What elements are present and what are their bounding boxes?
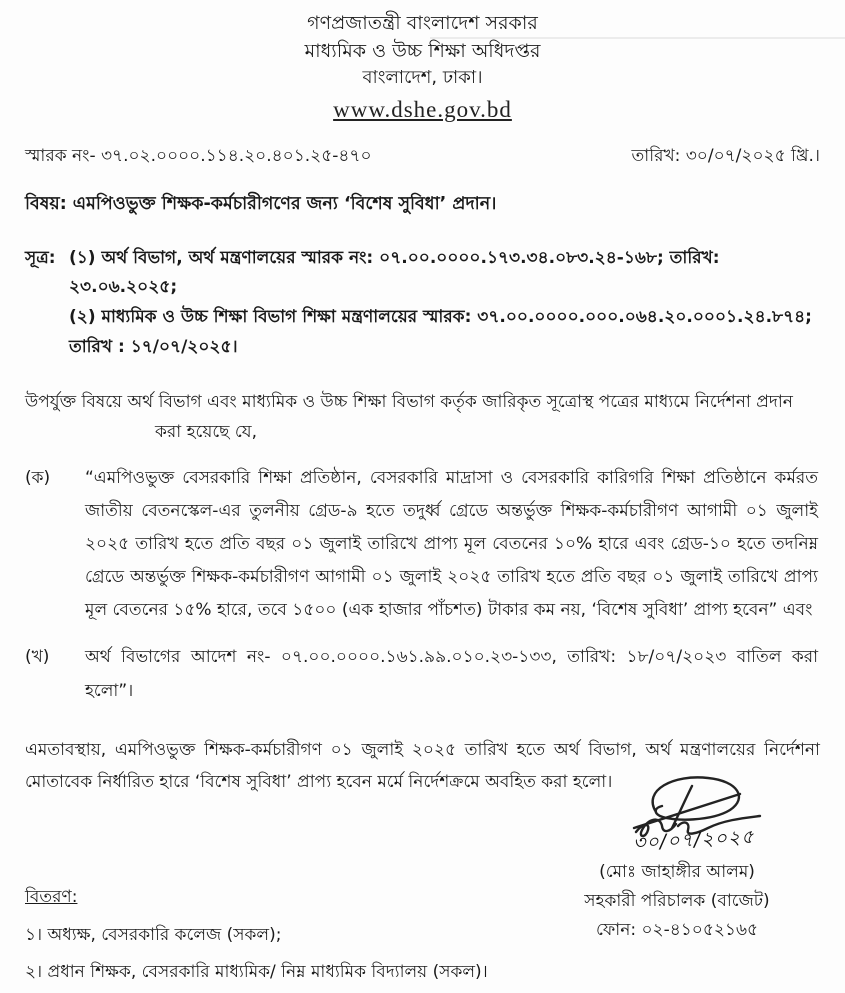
directorate-name: মাধ্যমিক ও উচ্চ শিক্ষা অধিদপ্তর: [304, 39, 541, 62]
signature-area: [547, 772, 807, 856]
signatory-designation: সহকারী পরিচালক (বাজেট): [584, 890, 770, 911]
references-label: সূত্র:: [25, 247, 56, 268]
reference-item: (২) মাধ্যমিক ও উচ্চ শিক্ষা বিভাগ শিক্ষা মন্ত্রণালয়ের স্মারক: ৩৭.০০.০০০০.০০০.০৬৪.২০.০০০১.২৪.৮৭৪; তারিখ : ১৭/০৭/২০২৫।: [69, 307, 812, 357]
closing-paragraph: এমতাবস্থায়, এমপিওভুক্ত শিক্ষক-কর্মচারীগণ ০১ জুলাই ২০২৫ তারিখ হতে অর্থ বিভাগ, অর্থ মন্ত্রণালয়ের নির্দেশনা মোতাবেক নির্ধারিত হারে ‘বিশেষ সুবিধা’ প্রাপ্য হবেন মর্মে নির্দেশক্রমে অবহিত করা হলো।: [25, 739, 820, 792]
subject-line: বিষয়: এমপিওভুক্ত শিক্ষক-কর্মচারীগণের জন্য ‘বিশেষ সুবিধা’ প্রদান।: [25, 193, 497, 214]
references-items: [69, 244, 820, 363]
clause-ka: [25, 462, 820, 628]
scan-artifact-line: [430, 37, 845, 39]
clause-kha-label: (খ): [25, 647, 50, 668]
office-location: বাংলাদেশ, ঢাকা।: [362, 67, 483, 89]
memo-number: স্মারক নং- ৩৭.০২.০০০০.১১৪.২০.৪০১.২৫-৪৭০: [25, 145, 372, 166]
government-name: গণপ্রজাতন্ত্রী বাংলাদেশ সরকার: [307, 12, 538, 34]
signature-block: [547, 772, 807, 945]
website-url: www.dshe.gov.bd: [333, 97, 512, 123]
clause-ka-text: “এমপিওভুক্ত বেসরকারি শিক্ষা প্রতিষ্ঠান, বেসরকারি মাদ্রাসা ও বেসরকারি কারিগরি শিক্ষা প্রতিষ্ঠানে কর্মরত জাতীয় বেতনস্কেল-এর তুলনীয় গ্রেড-৯ হতে তদুর্ধ্ব গ্রেডে অন্তর্ভুক্ত শিক্ষক-কর্মচারীগণ আগামী ০১ জুলাই ২০২৫ তারিখ হতে প্রতি বছর ০১ জুলাই তারিখে প্রাপ্য মূল বেতনের ১০% হারে এবং গ্রেড-১০ হতে তদনিম্ন গ্রেডে অন্তর্ভুক্ত শিক্ষক-কর্মচারীগণ আগামী ০১ জুলাই ২০২৫ তারিখ হতে প্রতি বছর ০১ জুলাই তারিখে প্রাপ্য মূল বেতনের ১৫% হারে, তবে ১৫০০ (এক হাজার পাঁচশত) টাকার কম নয়, ‘বিশেষ সুবিধা’ প্রাপ্য হবেন” এবং: [85, 467, 818, 621]
distribution-block: [25, 884, 488, 985]
clause-ka-label: (ক): [25, 467, 51, 488]
distribution-item: ১। অধ্যক্ষ, বেসরকারি কলেজ (সকল);: [25, 925, 282, 946]
clause-kha: [25, 641, 820, 707]
signatory-phone: ফোন: ০২-৪১০৫২১৬৫: [595, 919, 759, 940]
distribution-item: ২। প্রধান শিক্ষক, বেসরকারি মাধ্যমিক/ নিম্ন মাধ্যমিক বিদ্যালয় (সকল)।: [25, 961, 488, 982]
references-block: [25, 244, 820, 363]
letterhead: [25, 10, 820, 127]
memo-date: তারিখ: ৩০/০৭/২০২৫ খ্রি.।: [631, 145, 820, 166]
memo-row: [25, 143, 820, 171]
distribution-label: বিতরণ:: [25, 887, 78, 907]
signature-handwritten-date: ৩০/০৭/২০২৫: [632, 825, 756, 855]
reference-item: (১) অর্থ বিভাগ, অর্থ মন্ত্রণালয়ের স্মারক নং: ০৭.০০.০০০০.১৭৩.৩৪.০৮৩.২৪-১৬৮; তারিখ: ২৩.০৬.২০২৫;: [69, 247, 720, 298]
clause-kha-text: অর্থ বিভাগের আদেশ নং- ০৭.০০.০০০০.১৬১.৯৯.০১০.২৩-১৩৩, তারিখ: ১৮/০৭/২০২৩ বাতিল করা হলো”।: [85, 647, 818, 701]
signatory-name: (মোঃ জাহাঙ্গীর আলম): [599, 862, 755, 882]
intro-paragraph: উপর্যুক্ত বিষয়ে অর্থ বিভাগ এবং মাধ্যমিক ও উচ্চ শিক্ষা বিভাগ কর্তৃক জারিকৃত সূত্রোস্থ পত্রের মাধ্যমে নির্দেশনা প্রদান করা হয়েছে যে,: [25, 391, 793, 443]
